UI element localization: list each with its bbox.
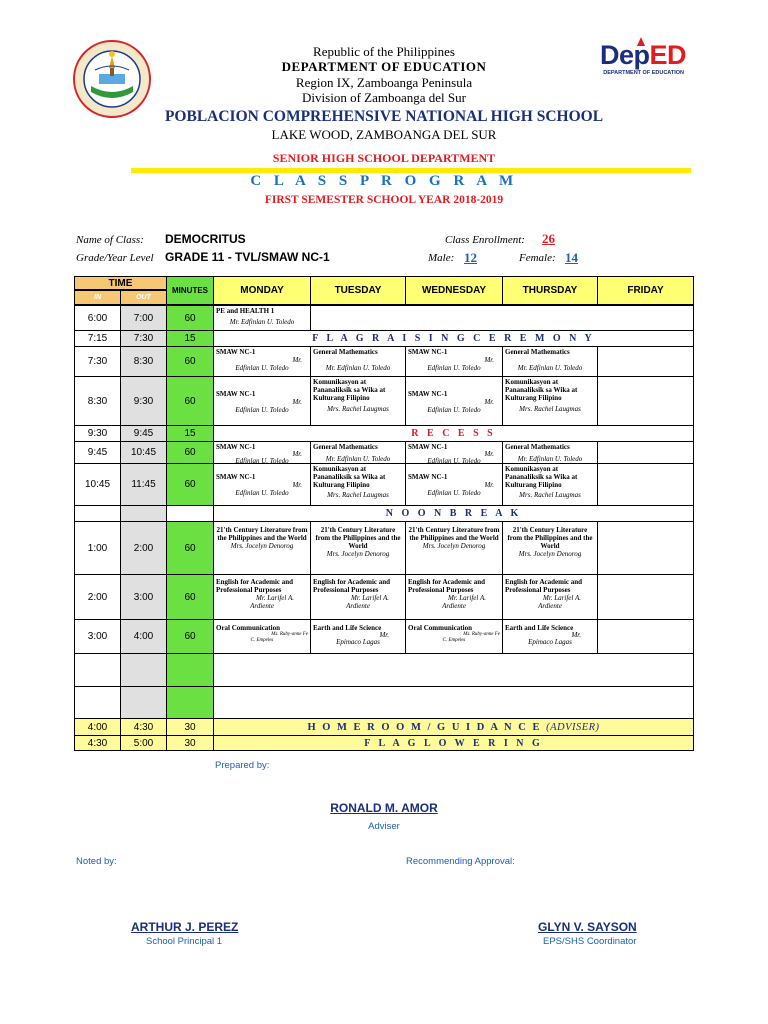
time-in-cell: 9:30 — [74, 425, 121, 442]
time-out-cell: 2:00 — [120, 521, 167, 575]
male-label: Male: — [428, 252, 455, 264]
class-cell-komunikasyon: Komunikasyon at Pananaliksik sa Wika at Kulturang Filipino Mrs. Rachel Laugmas — [310, 463, 406, 506]
class-cell-gen-math: General Mathematics Mr. Edfinlan U. Toledo — [310, 346, 406, 377]
minutes-cell: 60 — [166, 619, 214, 654]
time-in-cell — [74, 505, 121, 522]
class-cell-literature: 21'th Century Literature from the Philippines and the World Mrs. Jocelyn Denorog — [213, 521, 311, 575]
grade-value: GRADE 11 - TVL/SMAW NC-1 — [165, 250, 330, 264]
semester-line: FIRST SEMESTER SCHOOL YEAR 2018-2019 — [264, 194, 504, 206]
minutes-cell: 60 — [166, 441, 214, 464]
class-cell-literature: 21'th Century Literature from the Philippines and the World Mrs. Jocelyn Denorog — [502, 521, 598, 575]
homeroom-note: (ADVISER) — [546, 721, 600, 733]
time-out-cell — [120, 653, 167, 687]
class-cell-gen-math: General Mathematics Mr. Edfinlan U. Toledo — [502, 346, 598, 377]
empty-cell — [597, 441, 694, 464]
class-cell-komunikasyon: Komunikasyon at Pananaliksik sa Wika at Kulturang Filipino Mrs. Rachel Laugmas — [502, 463, 598, 506]
class-cell-english: English for Academic and Professional Purposes Mr. Larifel A. Ardiente — [310, 574, 406, 620]
empty-cell — [597, 376, 694, 426]
time-out-cell — [120, 505, 167, 522]
class-cell-smaw: SMAW NC-1 Mr. Edfinlan U. Toledo — [405, 463, 503, 506]
republic-line: Republic of the Philippines — [313, 44, 455, 59]
school-location: LAKE WOOD, ZAMBOANGA DEL SUR — [271, 127, 497, 142]
grade-label: Grade/Year Level — [76, 252, 154, 264]
class-cell-komunikasyon: Komunikasyon at Pananaliksik sa Wika at Kulturang Filipino Mrs. Rachel Laugmas — [310, 376, 406, 426]
time-out-cell: 7:30 — [120, 330, 167, 347]
time-in-cell: 9:45 — [74, 441, 121, 464]
adviser-name: RONALD M. AMOR — [330, 801, 438, 815]
department-line: DEPARTMENT OF EDUCATION — [281, 59, 487, 74]
minutes-cell: 60 — [166, 376, 214, 426]
empty-cell — [597, 521, 694, 575]
school-name: POBLACION COMPREHENSIVE NATIONAL HIGH SCHOOL — [164, 108, 604, 125]
tuesday-header: TUESDAY — [310, 276, 406, 305]
flag-lowering-band: F L A G L O W E R I N G — [213, 735, 694, 751]
time-in-cell: 6:00 — [74, 305, 121, 331]
principal-name: ARTHUR J. PEREZ — [131, 920, 239, 934]
noted-by-label: Noted by: — [76, 856, 117, 867]
time-out-cell: 8:30 — [120, 346, 167, 377]
time-in-cell: 10:45 — [74, 463, 121, 506]
adviser-role: Adviser — [368, 821, 400, 832]
time-in-cell: 2:00 — [74, 574, 121, 620]
empty-cell — [597, 463, 694, 506]
class-cell-earth-science: Earth and Life Science Mr. Epimaco Lagas — [502, 619, 598, 654]
time-out-cell: 7:00 — [120, 305, 167, 331]
time-out-cell: 10:45 — [120, 441, 167, 464]
class-cell-gen-math: General Mathematics Mr. Edfinlan U. Toledo — [502, 441, 598, 464]
class-cell-smaw: SMAW NC-1 Mr. Edfinlan U. Toledo — [405, 441, 503, 464]
class-cell-smaw: SMAW NC-1 Mr. Edfinlan U. Toledo — [213, 441, 311, 464]
principal-role: School Principal 1 — [146, 936, 223, 947]
minutes-cell: 15 — [166, 330, 214, 347]
eps-role: EPS/SHS Coordinator — [543, 936, 637, 947]
class-name-label: Name of Class: — [76, 234, 144, 246]
noon-break-band: N O O N B R E A K — [213, 505, 694, 522]
division-line: Division of Zamboanga del Sur — [302, 90, 466, 105]
time-out-cell: 4:30 — [120, 718, 167, 736]
region-line: Region IX, Zamboanga Peninsula — [295, 75, 473, 90]
class-cell-smaw: SMAW NC-1 Mr. Edfinlan U. Toledo — [213, 463, 311, 506]
time-in-cell — [74, 653, 121, 687]
minutes-cell: 60 — [166, 463, 214, 506]
class-cell-english: English for Academic and Professional Purposes Mr. Larifel A. Ardiente — [405, 574, 503, 620]
empty-cell — [310, 305, 694, 331]
wednesday-header: WEDNESDAY — [405, 276, 503, 305]
minutes-cell — [166, 505, 214, 522]
minutes-cell: 30 — [166, 718, 214, 736]
recess-band: R E C E S S — [213, 425, 694, 442]
empty-cell — [597, 619, 694, 654]
class-cell-english: English for Academic and Professional Purposes Mr. Larifel A. Ardiente — [502, 574, 598, 620]
time-in-cell: 8:30 — [74, 376, 121, 426]
minutes-cell — [166, 653, 214, 687]
female-label: Female: — [519, 252, 556, 264]
minutes-cell: 60 — [166, 305, 214, 331]
thursday-header: THURSDAY — [502, 276, 598, 305]
minutes-header: MINUTES — [166, 276, 214, 305]
class-cell-smaw: SMAW NC-1 Mr. Edfinlan U. Toledo — [213, 346, 311, 377]
class-cell-oral-communication: Oral Communication Ms. Ruby-anne Fe C. Empeles — [405, 619, 503, 654]
page-title: C L A S S P R O G R A M — [250, 173, 518, 189]
class-cell-pe: PE and HEALTH 1 Mr. Edfinlan U. Toledo — [213, 305, 311, 331]
friday-header: FRIDAY — [597, 276, 694, 305]
department-name: SENIOR HIGH SCHOOL DEPARTMENT — [272, 151, 496, 165]
time-header: TIME — [74, 276, 167, 290]
out-header: OUT — [120, 290, 167, 305]
class-cell-gen-math: General Mathematics Mr. Edfinlan U. Toledo — [310, 441, 406, 464]
time-in-cell: 4:30 — [74, 735, 121, 751]
time-out-cell: 3:00 — [120, 574, 167, 620]
class-cell-literature: 21'th Century Literature from the Philippines and the World Mrs. Jocelyn Denorog — [405, 521, 503, 575]
time-in-cell — [74, 686, 121, 719]
flag-raising-band: F L A G R A I S I N G C E R E M O N Y — [213, 330, 694, 347]
prepared-by-label: Prepared by: — [215, 760, 270, 771]
empty-cell — [597, 574, 694, 620]
class-cell-smaw: SMAW NC-1 Mr. Edfinlan U. Toledo — [405, 376, 503, 426]
class-cell-komunikasyon: Komunikasyon at Pananaliksik sa Wika at Kulturang Filipino Mrs. Rachel Laugmas — [502, 376, 598, 426]
class-cell-earth-science: Earth and Life Science Mr. Epimaco Lagas — [310, 619, 406, 654]
minutes-cell: 60 — [166, 574, 214, 620]
empty-cell — [597, 346, 694, 377]
time-out-cell: 9:30 — [120, 376, 167, 426]
class-cell-smaw: SMAW NC-1 Mr. Edfinlan U. Toledo — [405, 346, 503, 377]
time-out-cell: 9:45 — [120, 425, 167, 442]
monday-header: MONDAY — [213, 276, 311, 305]
enrollment-label: Class Enrollment: — [445, 234, 525, 246]
time-out-cell: 11:45 — [120, 463, 167, 506]
minutes-cell: 15 — [166, 425, 214, 442]
time-in-cell: 4:00 — [74, 718, 121, 736]
homeroom-band — [213, 718, 694, 736]
minutes-cell: 30 — [166, 735, 214, 751]
empty-row — [213, 653, 694, 687]
class-cell-smaw: SMAW NC-1 Mr. Edfinlan U. Toledo — [213, 376, 311, 426]
time-in-cell: 7:15 — [74, 330, 121, 347]
class-cell-oral-communication: Oral Communication Ms. Ruby-anne Fe C. Empeles — [213, 619, 311, 654]
time-out-cell — [120, 686, 167, 719]
recommending-approval-label: Recommending Approval: — [406, 856, 515, 867]
minutes-cell — [166, 686, 214, 719]
time-out-cell: 5:00 — [120, 735, 167, 751]
deped-logo: DepED DEPARTMENT OF EDUCATION — [600, 40, 690, 86]
class-name-value: DEMOCRITUS — [165, 232, 246, 246]
time-in-cell: 3:00 — [74, 619, 121, 654]
homeroom-label: H O M E R O O M / G U I D A N C E — [307, 721, 542, 733]
enrollment-value: 26 — [542, 231, 555, 246]
minutes-cell: 60 — [166, 521, 214, 575]
time-out-cell: 4:00 — [120, 619, 167, 654]
time-in-cell: 7:30 — [74, 346, 121, 377]
empty-row — [213, 686, 694, 719]
class-cell-literature: 21'th Century Literature from the Philippines and the World Mrs. Jocelyn Denorog — [310, 521, 406, 575]
male-count: 12 — [464, 250, 477, 265]
in-header: IN — [74, 290, 121, 305]
minutes-cell: 60 — [166, 346, 214, 377]
eps-name: GLYN V. SAYSON — [538, 920, 637, 934]
class-cell-english: English for Academic and Professional Purposes Mr. Larifel A. Ardiente — [213, 574, 311, 620]
time-in-cell: 1:00 — [74, 521, 121, 575]
female-count: 14 — [565, 250, 578, 265]
